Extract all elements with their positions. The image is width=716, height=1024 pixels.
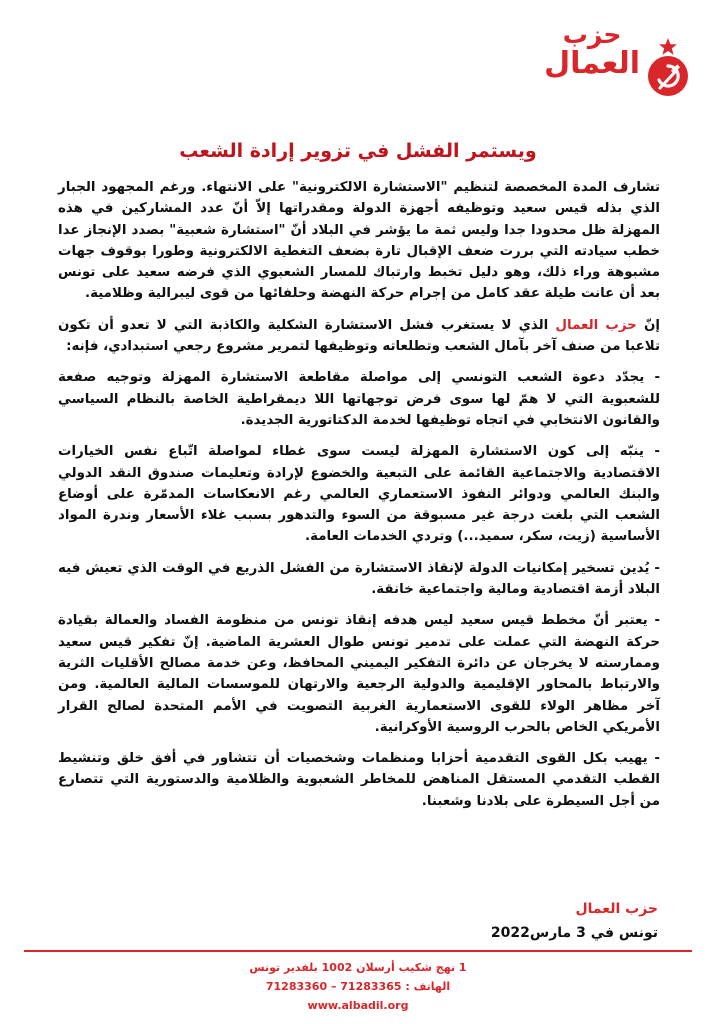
statement-body (58, 177, 660, 822)
position-text: الذي لا يستغرب فشل الاستشارة الشكلية والكاذبة التي لا تعدو أن تكون تلاعبا من صنف آخر بآمال الشعب وتطلعاته وتوظيفها لتمرير مشروع رجعي استبدادي، فإنه: (58, 317, 660, 355)
signature-date: تونس في 3 مارس2022 (490, 925, 658, 941)
signature-block (491, 897, 658, 945)
party-name-inline: حزب العمال (555, 317, 637, 333)
position-prefix: إنّ (643, 317, 660, 333)
point-assessment: - يعتبر أنّ مخطط قيس سعيد ليس هدفه إنقاذ تونس من منظومة الفساد والعمالة بقيادة حركة النهضة التي عملت على تدمير تونس طوال العشرية الماضية. إنّ تفكير قيس سعيد وممارسته لا يخرجان عن دائرة التفكير اليميني المحافظ، وعن خدمة مصالح الأقليات الثرية والارتباط بالمحاور الإقليمية والدولية الرجعية والارتهان للموسسات المالية العالمية. ومن آخر مظاهر الولاء للقوى الاستعمارية الغربية التصويت في الأمم المتحدة لصالح القرار الأمريكي الخاص بالحرب الروسية الأوكرانية. (58, 613, 660, 735)
footer-website-link[interactable]: www.albadil.org (307, 999, 409, 1012)
point-condemnation: - يُدين تسخير إمكانيات الدولة لإنقاذ الاستشارة من الفشل الذريع في الوقت الذي تعيش فيه البلاد أزمة اقتصادية ومالية واجتماعية خانقة. (58, 560, 660, 598)
logo-wordmark (544, 22, 640, 80)
point-call-boycott: - يجدّد دعوة الشعب التونسي إلى مواصلة مقاطعة الاستشارة المهزلة وتوجيه صفعة للشعبوية التي لا همّ لها سوى فرض توجهاتها اللا ديمقراطية الخاصة بالنظام السياسي والقانون الانتخابي في اتجاه توظيفها لخدمة الدكتاتورية الجديدة. (58, 370, 660, 428)
point-warning: - ينبّه إلى كون الاستشارة المهزلة ليست سوى غطاء لمواصلة اتّباع نفس الخيارات الاقتصادية والاجتماعية القائمة على التبعية والخضوع لإرادة وتعليمات صندوق النقد الدولي والبنك العالمي ودوائر النفوذ الاستعماري العالمي رغم الانعكاسات المدمّرة على أوضاع الشعب التي بلغت درجة غير مسبوقة من السوء والتدهور بسبب غلاء الأسعار وندرة المواد الأساسية (زيت، سكر، سميد...) وتردي الخدمات العامة. (58, 444, 660, 545)
footer-divider (24, 950, 692, 952)
logo-line-1: حزب (562, 20, 622, 49)
footer-phone: الهاتف : 71283365 – 71283360 (265, 980, 451, 993)
logo-line-2: العمال (544, 46, 640, 82)
party-logo (532, 22, 692, 108)
paragraph-intro: تشارف المدة المخصصة لتنظيم "الاستشارة الالكترونية" على الانتهاء. ورغم المجهود الجبار الذي بذله قيس سعيد وتوظيفه أجهزة الدولة ومقدراتها إلاّ أنّ عدد المشاركين في هذه المهزلة ظل محدودا جدا وليس ثمة ما يؤشر في البلاد أنّ "استشارة شعبية" بصدد الإنجاز عدا خطب سيادته التي بررت ضعف الإقبال تارة بضعف التغطية الالكترونية وطورا بوقوف جهات مشبوهة وراء ذلك، وهو دليل تخبط وارتباك للمسار الشعبوي الذي فرضه سعيد على تونس بعد أن عانت طيلة عقد كامل من إجرام حركة النهضة وحلفائها من قوى ليبرالية وظلامية. (58, 180, 660, 302)
signature-party: حزب العمال (575, 901, 658, 917)
point-appeal: - يهيب بكل القوى التقدمية أحزابا ومنظمات وشخصيات أن تتشاور في أفق خلق وتنشيط القطب التقدمي المستقل المناهض للمخاطر الشعبوية والظلامية والدستورية التي تتصارع من أجل السيطرة على بلادنا وشعبنا. (58, 751, 660, 809)
footer-address: 1 نهج شكيب أرسلان 1002 بلفدير تونس (249, 961, 467, 974)
paragraph-position (58, 315, 660, 358)
star-hammer-sickle-icon (644, 36, 692, 98)
document-title: ويستمر الفشل في تزوير إرادة الشعب (179, 140, 537, 162)
footer (0, 958, 716, 1015)
